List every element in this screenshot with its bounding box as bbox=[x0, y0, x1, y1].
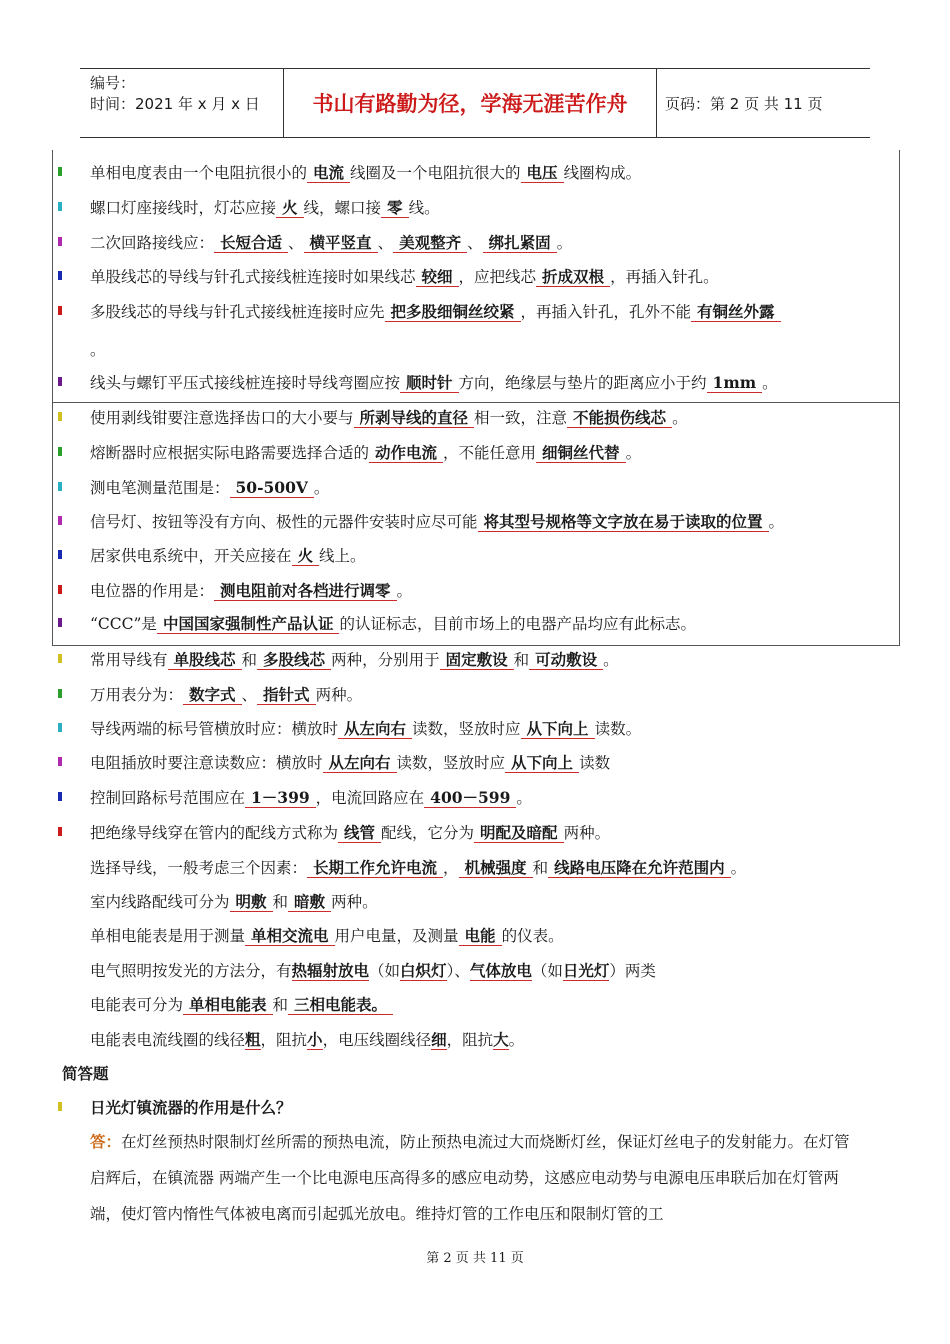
list-bullet bbox=[58, 167, 62, 176]
item-text: 和 bbox=[272, 893, 289, 911]
list-item bbox=[90, 683, 362, 705]
item-text: 二次回路接线应： bbox=[90, 234, 215, 252]
list-item bbox=[90, 924, 564, 946]
list-item bbox=[90, 441, 641, 463]
blank-answer: 日光灯 bbox=[562, 961, 610, 980]
item-text: 。 bbox=[508, 1031, 525, 1049]
item-text: 线。 bbox=[408, 199, 440, 217]
item-text: 。 bbox=[730, 859, 747, 877]
header-page-label: 页码：第 2 页 共 11 页 bbox=[665, 95, 823, 113]
item-text: 、 bbox=[377, 234, 394, 252]
blank-answer: 火 bbox=[292, 546, 320, 566]
item-text: 线，螺口接 bbox=[303, 199, 382, 217]
blank-answer: 热辐射放电 bbox=[291, 961, 370, 980]
list-item bbox=[90, 786, 532, 808]
answer-label: 答： bbox=[90, 1132, 122, 1151]
item-text: 导线两端的标号管横放时应：横放时 bbox=[90, 720, 339, 738]
answer-text: 在灯丝预热时限制灯丝所需的预热电流，防止预热电流过大而烧断灯丝，保证灯丝电子的发射能力。在灯管启辉后，在镇流器 两端产生一个比电源电压高得多的感应电动势，这感应电动势与电源电压串联后加在灯管两端，使灯管内惰性气体被电离而引起弧光放电。维持灯管的工作电压和限制灯管的工 bbox=[90, 1133, 850, 1223]
blank-answer: 将其型号规格等文字放在易于读取的位置 bbox=[478, 512, 769, 532]
number-label: 编号： bbox=[90, 74, 136, 92]
item-text: 信号灯、按钮等没有方向、极性的元器件安装时应尽可能 bbox=[90, 513, 478, 531]
item-text: 和 bbox=[532, 859, 549, 877]
item-text: 和 bbox=[241, 651, 258, 669]
item-text: 常用导线有 bbox=[90, 651, 168, 669]
item-text: 。 bbox=[672, 409, 688, 427]
item-text: 。 bbox=[396, 582, 413, 600]
item-text: 。 bbox=[556, 234, 573, 252]
blank-answer: 1－399 bbox=[245, 788, 316, 808]
list-item bbox=[90, 579, 412, 601]
blank-answer: 细 bbox=[431, 1030, 447, 1049]
header-motto: 书山有路勤为径，学海无涯苦作舟 bbox=[283, 69, 657, 137]
list-item bbox=[90, 406, 688, 428]
blank-answer: 美观整齐 bbox=[393, 233, 467, 253]
blank-answer: 线管 bbox=[338, 823, 381, 843]
blank-answer: 零 bbox=[381, 198, 409, 218]
blank-answer: 有铜丝外露 bbox=[691, 302, 781, 322]
item-text: 。 bbox=[603, 651, 619, 669]
item-text: 电气照明按发光的方法分，有 bbox=[90, 962, 292, 980]
blank-answer: 从下向上 bbox=[505, 753, 579, 773]
item-text: ， bbox=[443, 859, 459, 877]
item-text: 读数，竖放时应 bbox=[412, 720, 521, 738]
list-bullet bbox=[58, 447, 62, 456]
item-text: 、 bbox=[288, 234, 304, 252]
blank-answer: 明敷 bbox=[230, 892, 273, 912]
blank-answer: 机械强度 bbox=[459, 858, 533, 878]
item-text: ）、 bbox=[446, 962, 470, 980]
blank-answer: 电压 bbox=[521, 163, 564, 183]
item-text: 配线，它分为 bbox=[381, 824, 475, 842]
list-bullet bbox=[58, 202, 62, 211]
item-text: ，应把线芯 bbox=[458, 268, 537, 286]
question-bullet bbox=[58, 1102, 62, 1111]
item-text: 单股线芯的导线与针孔式接线桩连接时如果线芯 bbox=[90, 268, 416, 286]
page-footer: 第 2 页 共 11 页 bbox=[426, 1251, 524, 1266]
header-info bbox=[90, 73, 260, 115]
list-item bbox=[90, 1028, 524, 1050]
answer-block bbox=[90, 1124, 850, 1232]
item-text: 读数。 bbox=[594, 720, 642, 738]
date-text: 时间：2021 年 x 月 x 日 bbox=[90, 95, 260, 113]
blank-answer: 不能损伤线芯 bbox=[567, 408, 672, 428]
item-text: 相一致，注意 bbox=[474, 409, 568, 427]
blank-answer: 动作电流 bbox=[369, 443, 443, 463]
list-bullet bbox=[58, 827, 62, 836]
list-bullet bbox=[58, 689, 62, 698]
list-bullet bbox=[58, 792, 62, 801]
blank-answer: 折成双根 bbox=[536, 267, 610, 287]
list-item bbox=[90, 751, 610, 773]
item-text: 。 bbox=[762, 374, 778, 392]
list-bullet bbox=[58, 412, 62, 421]
item-text: 用户电量，及测量 bbox=[334, 927, 459, 945]
list-bullet bbox=[58, 306, 62, 315]
item-text: 控制回路标号范围应在 bbox=[90, 789, 246, 807]
item-text: 把绝缘导线穿在管内的配线方式称为 bbox=[90, 824, 339, 842]
list-bullet bbox=[58, 377, 62, 386]
blank-answer: 单相电能表 bbox=[183, 995, 273, 1015]
blank-answer: 白炽灯 bbox=[400, 961, 447, 980]
item-text: 居家供电系统中，开关应接在 bbox=[90, 547, 292, 565]
blank-answer: 固定敷设 bbox=[440, 650, 514, 670]
section-title: 简答题 bbox=[62, 1065, 109, 1083]
list-item bbox=[90, 612, 696, 634]
item-text: 测电笔测量范围是： bbox=[90, 479, 230, 497]
list-bullet bbox=[58, 482, 62, 491]
list-bullet bbox=[58, 237, 62, 246]
item-text: 单相电度表由一个电阻抗很小的 bbox=[90, 164, 308, 182]
item-text: 电位器的作用是： bbox=[90, 582, 215, 600]
list-item bbox=[90, 959, 656, 981]
item-text: 多股线芯的导线与针孔式接线桩连接时应先 bbox=[90, 303, 385, 321]
item-text: 单相电能表是用于测量 bbox=[90, 927, 246, 945]
blank-answer: 细铜丝代替 bbox=[536, 443, 626, 463]
list-bullet bbox=[58, 723, 62, 732]
item-text: 万用表分为： bbox=[90, 686, 184, 704]
page-header bbox=[80, 68, 870, 138]
item-text: 选择导线，一般考虑三个因素： bbox=[90, 859, 308, 877]
blank-answer: 小 bbox=[307, 1030, 323, 1049]
list-bullet bbox=[58, 585, 62, 594]
blank-answer: 测电阻前对各档进行调零 bbox=[214, 581, 397, 601]
blank-answer: 长期工作允许电流 bbox=[307, 858, 443, 878]
blank-answer: 绑扎紧固 bbox=[483, 233, 557, 253]
item-text: 。 bbox=[768, 513, 785, 531]
item-text: 螺口灯座接线时，灯芯应接 bbox=[90, 199, 277, 217]
blank-answer: 从左向右 bbox=[338, 719, 412, 739]
item-text: ，不能任意用 bbox=[443, 444, 537, 462]
blank-answer: 把多股细铜丝绞紧 bbox=[385, 302, 521, 322]
list-bullet bbox=[58, 550, 62, 559]
item-text: 的认证标志，目前市场上的电器产品均应有此标志。 bbox=[339, 615, 696, 633]
blank-answer: 指针式 bbox=[257, 685, 316, 705]
item-text: 两种。 bbox=[563, 824, 611, 842]
blank-answer: 粗 bbox=[245, 1030, 261, 1049]
list-item bbox=[90, 890, 378, 912]
list-item bbox=[90, 371, 778, 393]
blank-answer: 顺时针 bbox=[400, 373, 459, 393]
list-item bbox=[90, 265, 719, 287]
list-item bbox=[90, 856, 746, 878]
blank-answer: 多股线芯 bbox=[257, 650, 331, 670]
blank-answer: 1mm bbox=[707, 373, 763, 393]
blank-answer: 气体放电 bbox=[469, 961, 532, 980]
blank-answer: 400－599 bbox=[424, 788, 516, 808]
item-text: 。 bbox=[516, 789, 532, 807]
blank-answer: 从左向右 bbox=[323, 753, 397, 773]
item-text: 。 bbox=[90, 341, 106, 359]
list-item bbox=[90, 510, 784, 532]
item-text: 室内线路配线可分为 bbox=[90, 893, 230, 911]
item-text: 方向，绝缘层与垫片的距离应小于约 bbox=[458, 374, 707, 392]
blank-answer: 电流 bbox=[307, 163, 350, 183]
item-text: 线圈构成。 bbox=[563, 164, 642, 182]
item-text: ，阻抗 bbox=[446, 1031, 494, 1049]
item-text: 和 bbox=[272, 996, 289, 1014]
item-text: 使用剥线钳要注意选择齿口的大小要与 bbox=[90, 409, 354, 427]
item-text: 两种。 bbox=[315, 686, 363, 704]
item-text: 线上。 bbox=[319, 547, 366, 565]
blank-answer: 电能 bbox=[459, 926, 502, 946]
blank-answer: 火 bbox=[276, 198, 304, 218]
item-text: 的仪表。 bbox=[501, 927, 564, 945]
blank-answer: 可动敷设 bbox=[529, 650, 603, 670]
blank-answer: 明配及暗配 bbox=[474, 823, 564, 843]
item-text: ，再插入针孔，孔外不能 bbox=[520, 303, 692, 321]
blank-answer: 单股线芯 bbox=[168, 650, 242, 670]
item-text: “CCC”是 bbox=[90, 615, 157, 633]
item-text: 读数，竖放时应 bbox=[396, 754, 506, 772]
item-text: 。 bbox=[313, 479, 330, 497]
item-text: 。 bbox=[625, 444, 642, 462]
list-item bbox=[90, 231, 572, 253]
item-text: ）两类 bbox=[609, 962, 656, 980]
blank-answer: 从下向上 bbox=[521, 719, 595, 739]
item-text: （如 bbox=[369, 962, 401, 980]
blank-answer: 单相交流电 bbox=[245, 926, 335, 946]
item-text: ，阻抗 bbox=[260, 1031, 308, 1049]
list-item bbox=[90, 196, 440, 218]
blank-answer: 长短合适 bbox=[214, 233, 288, 253]
item-text: 、 bbox=[241, 686, 258, 704]
item-text: 线圈及一个电阻抗很大的 bbox=[350, 164, 521, 182]
blank-answer: 线路电压降在允许范围内 bbox=[548, 858, 731, 878]
item-text: ，电压线圈线径 bbox=[322, 1031, 432, 1049]
item-text: 读数 bbox=[579, 754, 611, 772]
list-bullet bbox=[58, 618, 62, 627]
question-text: 日光灯镇流器的作用是什么？ bbox=[90, 1099, 292, 1117]
list-item bbox=[90, 648, 619, 670]
blank-answer: 大 bbox=[493, 1030, 509, 1049]
list-item bbox=[90, 476, 329, 498]
item-text: ，电流回路应在 bbox=[315, 789, 425, 807]
item-text: 电能表电流线圈的线径 bbox=[90, 1031, 246, 1049]
item-text: 和 bbox=[513, 651, 530, 669]
list-bullet bbox=[58, 654, 62, 663]
list-bullet bbox=[58, 516, 62, 525]
item-text: 电阻插放时要注意读数应：横放时 bbox=[90, 754, 323, 772]
item-text: 电能表可分为 bbox=[90, 996, 184, 1014]
item-text: ，再插入针孔。 bbox=[610, 268, 719, 286]
list-bullet bbox=[58, 757, 62, 766]
list-item bbox=[90, 717, 641, 739]
blank-answer: 横平竖直 bbox=[304, 233, 378, 253]
list-item bbox=[90, 821, 610, 843]
item-text: 熔断器时应根据实际电路需要选择合适的 bbox=[90, 444, 370, 462]
item-text: 、 bbox=[467, 234, 483, 252]
blank-answer: 中国国家强制性产品认证 bbox=[157, 614, 340, 634]
item-text: （如 bbox=[531, 962, 563, 980]
list-item bbox=[90, 161, 641, 183]
blank-answer: 三相电能表。 bbox=[288, 995, 393, 1015]
item-text: 两种。 bbox=[331, 893, 378, 911]
list-bullet bbox=[58, 271, 62, 280]
list-item bbox=[90, 993, 393, 1015]
blank-answer: 所剥导线的直径 bbox=[354, 408, 475, 428]
blank-answer: 50-500V bbox=[230, 478, 314, 498]
list-item bbox=[90, 544, 366, 566]
blank-answer: 暗敷 bbox=[288, 892, 331, 912]
blank-answer: 较细 bbox=[416, 267, 459, 287]
list-item bbox=[90, 300, 781, 322]
item-text: 两种，分别用于 bbox=[331, 651, 440, 669]
item-text: 线头与螺钉平压式接线桩连接时导线弯圈应按 bbox=[90, 374, 401, 392]
list-item bbox=[90, 338, 106, 360]
blank-answer: 数字式 bbox=[183, 685, 242, 705]
